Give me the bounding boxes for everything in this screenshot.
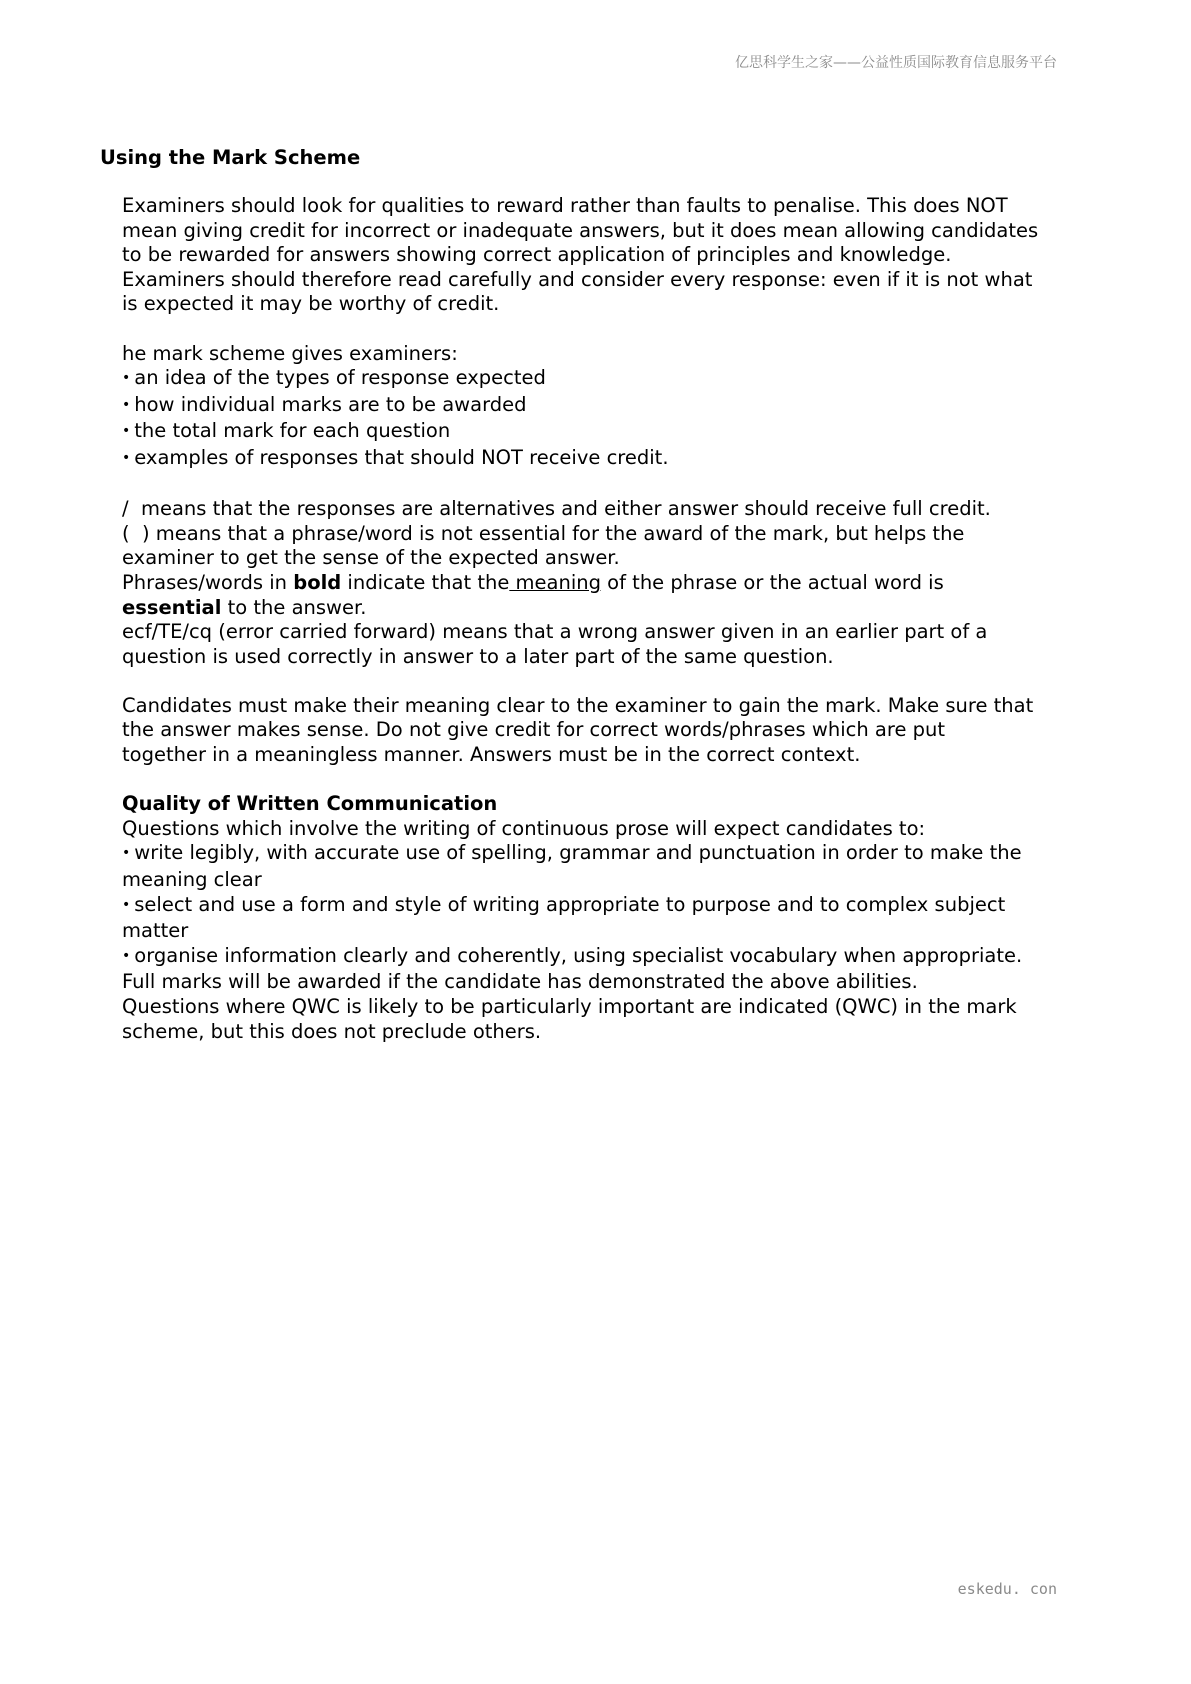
text: to the answer. bbox=[221, 595, 367, 619]
list-item bbox=[122, 393, 1082, 420]
qwc-heading: Quality of Written Communication bbox=[122, 792, 498, 816]
intro-line: mean giving credit for incorrect or inadequate answers, but it does mean allowing candidates bbox=[122, 218, 1039, 242]
list-item bbox=[122, 841, 1082, 868]
list-item bbox=[122, 893, 1082, 920]
qwc-lead: Questions which involve the writing of continuous prose will expect candidates to: bbox=[122, 816, 926, 840]
gives-lead: he mark scheme gives examiners: bbox=[122, 341, 458, 365]
list-item-text: examples of responses that should NOT receive credit. bbox=[134, 445, 669, 469]
list-item bbox=[122, 446, 1082, 473]
slash-convention: / means that the responses are alternatives and either answer should receive full credit. bbox=[122, 497, 991, 521]
paren-convention: ( ) means that a phrase/word is not essential for the award of the mark, but helps the bbox=[122, 521, 965, 545]
candidates-line: the answer makes sense. Do not give credit for correct words/phrases which are put bbox=[122, 718, 946, 742]
intro-line: Examiners should therefore read carefully and consider every response: even if it is not what bbox=[122, 267, 1033, 291]
text: of the phrase or the actual word is bbox=[600, 570, 944, 594]
list-item bbox=[122, 366, 1082, 393]
list-item-text: an idea of the types of response expected bbox=[134, 366, 546, 390]
bold-word: essential bbox=[122, 595, 222, 619]
document-body bbox=[122, 194, 1082, 1044]
list-item bbox=[122, 419, 1082, 446]
section-heading: Using the Mark Scheme bbox=[100, 146, 361, 169]
list-item-text: organise information clearly and coherently, using specialist vocabulary when appropriate. bbox=[134, 943, 1023, 967]
list-item-text: select and use a form and style of writing appropriate to purpose and to complex subject bbox=[134, 892, 1006, 916]
underlined-word: meaning bbox=[509, 570, 601, 594]
ecf-convention: question is used correctly in answer to a later part of the same question. bbox=[122, 644, 834, 668]
full-marks-line: Full marks will be awarded if the candidate has demonstrated the above abilities. bbox=[122, 970, 918, 994]
candidates-line: together in a meaningless manner. Answers must be in the correct context. bbox=[122, 743, 861, 767]
bold-convention bbox=[122, 571, 1082, 596]
qwc-where-line: scheme, but this does not preclude others. bbox=[122, 1019, 542, 1043]
list-item-text: the total mark for each question bbox=[134, 419, 451, 443]
bold-convention bbox=[122, 596, 1082, 621]
text: Phrases/words in bbox=[122, 570, 294, 594]
list-item bbox=[122, 944, 1082, 971]
page-header: 亿思科学生之家——公益性质国际教育信息服务平台 bbox=[735, 55, 1057, 71]
list-item-continuation: meaning clear bbox=[122, 868, 262, 892]
intro-line: Examiners should look for qualities to reward rather than faults to penalise. This does NOT bbox=[122, 194, 1008, 217]
intro-line: to be rewarded for answers showing correct application of principles and knowledge. bbox=[122, 243, 952, 267]
ecf-convention: ecf/TE/cq (error carried forward) means that a wrong answer given in an earlier part of a bbox=[122, 620, 988, 644]
list-item-continuation: matter bbox=[122, 919, 189, 943]
candidates-line: Candidates must make their meaning clear to the examiner to gain the mark. Make sure that bbox=[122, 693, 1034, 717]
intro-line: is expected it may be worthy of credit. bbox=[122, 292, 500, 316]
qwc-where-line: Questions where QWC is likely to be particularly important are indicated (QWC) in the mark bbox=[122, 995, 1017, 1018]
list-item-text: write legibly, with accurate use of spelling, grammar and punctuation in order to make the bbox=[134, 841, 1022, 865]
paren-convention: examiner to get the sense of the expected answer. bbox=[122, 546, 620, 570]
list-item-text: how individual marks are to be awarded bbox=[134, 392, 527, 416]
page-footer: eskedu. con bbox=[957, 1580, 1057, 1598]
bold-word: bold bbox=[293, 570, 342, 594]
text: indicate that the bbox=[341, 570, 510, 594]
